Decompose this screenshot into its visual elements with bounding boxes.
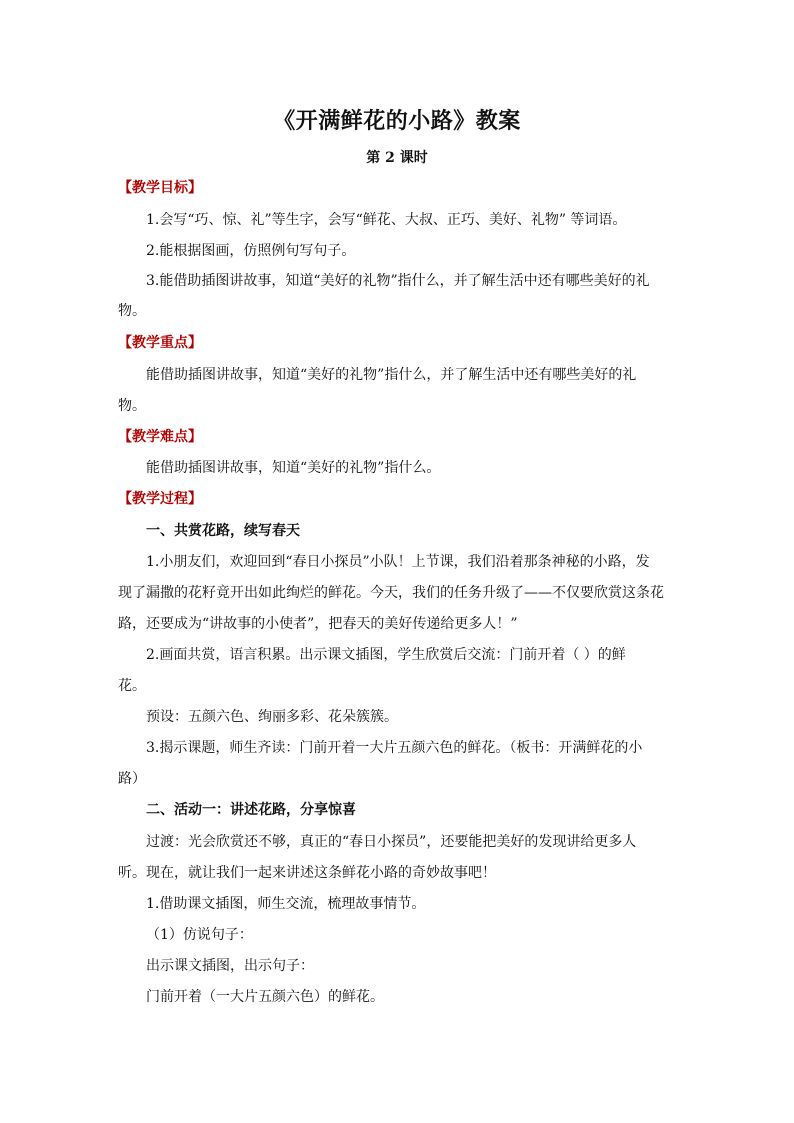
process-line: 2.画面共赏，语言积累。出示课文插图，学生欣赏后交流：门前开着（ ）的鲜 xyxy=(146,647,626,663)
part2-title: 二、活动一：讲述花路，分享惊喜 xyxy=(146,802,356,818)
part1-title: 一、共赏花路，续写春天 xyxy=(146,523,300,539)
key-line: 物。 xyxy=(118,398,146,414)
process-line: 门前开着（一大片五颜六色）的鲜花。 xyxy=(146,989,384,1005)
process-line: 3.揭示课题，师生齐读：门前开着一大片五颜六色的鲜花。（板书：开满鲜花的小 xyxy=(146,740,643,756)
process-line: 花。 xyxy=(118,678,146,694)
process-line: 路，还要成为“讲故事的小使者”，把春天的美好传递给更多人！” xyxy=(118,616,518,632)
goal-line: 2.能根据图画，仿照例句写句子。 xyxy=(146,243,356,259)
difficulty-line: 能借助插图讲故事，知道“美好的礼物”指什么。 xyxy=(146,460,441,476)
section-heading-process: 【教学过程】 xyxy=(118,491,202,507)
document-title: 《开满鲜花的小路》教案 xyxy=(273,108,521,134)
process-line: 听。现在，就让我们一起来讲述这条鲜花小路的奇妙故事吧！ xyxy=(118,865,496,881)
goal-line: 3.能借助插图讲故事，知道“美好的礼物”指什么，并了解生活中还有哪些美好的礼 xyxy=(146,273,650,289)
process-line: 1.小朋友们，欢迎回到“春日小探员”小队！上节课，我们沿着那条神秘的小路，发 xyxy=(146,554,650,570)
process-line: 现了漏撒的花籽竟开出如此绚烂的鲜花。今天，我们的任务升级了——不仅要欣赏这条花 xyxy=(118,585,664,601)
key-line: 能借助插图讲故事，知道“美好的礼物”指什么，并了解生活中还有哪些美好的礼 xyxy=(146,367,637,383)
goal-line: 1.会写“巧、惊、礼”等生字，会写“鲜花、大叔、正巧、美好、礼物” 等词语。 xyxy=(146,212,627,228)
process-line: 1.借助课文插图，师生交流，梳理故事情节。 xyxy=(146,896,426,912)
lesson-period: 第 2 课时 xyxy=(366,150,428,166)
goal-line: 物。 xyxy=(118,303,146,319)
section-heading-goals: 【教学目标】 xyxy=(118,180,202,196)
process-line: 过渡：光会欣赏还不够，真正的“春日小探员”，还要能把美好的发现讲给更多人 xyxy=(146,834,637,850)
process-line: 出示课文插图，出示句子： xyxy=(146,958,314,974)
process-line: 预设：五颜六色、绚丽多彩、花朵簇簇。 xyxy=(146,709,398,725)
section-heading-difficulty: 【教学难点】 xyxy=(118,429,202,445)
process-line: （1）仿说句子： xyxy=(146,927,253,943)
section-heading-key: 【教学重点】 xyxy=(118,335,202,351)
process-line: 路） xyxy=(118,771,146,787)
